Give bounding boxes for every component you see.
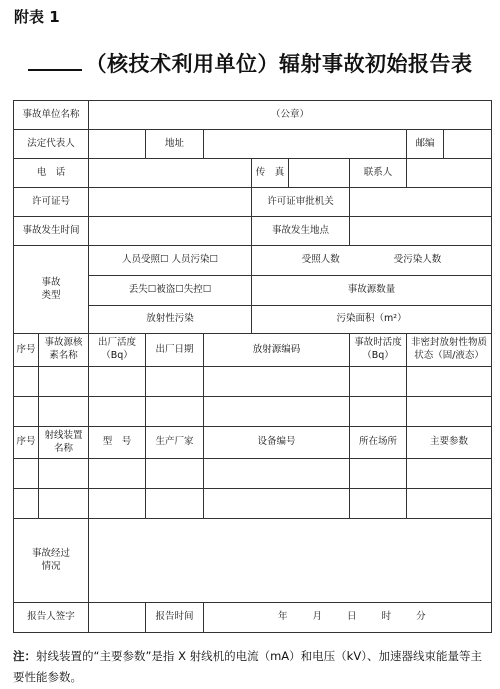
table-cell[interactable] [204, 397, 350, 427]
postcode-field[interactable] [444, 130, 492, 159]
contact-field[interactable] [407, 159, 492, 188]
device-col-device-no: 设备编号 [204, 427, 350, 459]
row-accident-time [14, 217, 492, 246]
source-col-nuclide: 事故源核素名称 [39, 334, 89, 367]
table-cell[interactable] [407, 397, 492, 427]
contact-label: 联系人 [350, 159, 407, 188]
table-cell[interactable] [407, 367, 492, 397]
table-cell[interactable] [89, 367, 146, 397]
legal-rep-field[interactable] [89, 130, 146, 159]
table-cell[interactable] [89, 489, 146, 519]
table-cell[interactable] [204, 367, 350, 397]
row-accident-process [14, 519, 492, 603]
row-type-personnel [14, 246, 492, 276]
report-time-field[interactable] [204, 603, 492, 633]
footnote-label: 注： [13, 649, 36, 663]
source-col-accident-activity: 事故时活度（Bq） [350, 334, 407, 367]
source-count-label: 事故源数量 [252, 276, 492, 306]
row-legal-rep [14, 130, 492, 159]
type-personnel-options[interactable]: 人员受照☐ 人员污染☐ [89, 246, 252, 276]
accident-process-label: 事故经过 情况 [14, 519, 89, 603]
table-cell[interactable] [14, 489, 39, 519]
table-cell[interactable] [146, 397, 204, 427]
unit-name-field[interactable] [89, 101, 492, 130]
table-cell[interactable] [204, 459, 350, 489]
title-blank-line[interactable] [28, 51, 82, 71]
license-authority-field[interactable] [350, 188, 492, 217]
address-label: 地址 [146, 130, 204, 159]
table-cell[interactable] [14, 459, 39, 489]
title-text: （核技术利用单位）辐射事故初始报告表 [85, 52, 473, 76]
table-cell[interactable] [350, 489, 407, 519]
device-col-manufacturer: 生产厂家 [146, 427, 204, 459]
phone-label: 电 话 [14, 159, 89, 188]
device-col-main-params: 主要参数 [407, 427, 492, 459]
page-title [0, 48, 500, 78]
license-no-label: 许可证号 [14, 188, 89, 217]
accident-process-field[interactable] [89, 519, 492, 603]
exposed-counts[interactable] [252, 246, 492, 276]
table-cell[interactable] [146, 367, 204, 397]
legal-rep-label: 法定代表人 [14, 130, 89, 159]
table-cell[interactable] [204, 489, 350, 519]
reporter-signature-field[interactable] [89, 603, 146, 633]
table-cell[interactable] [14, 397, 39, 427]
date-unit-hour: 时 [381, 611, 392, 623]
appendix-label: 附表 1 [14, 8, 60, 26]
postcode-label: 邮编 [407, 130, 444, 159]
table-cell[interactable] [39, 459, 89, 489]
table-cell[interactable] [407, 489, 492, 519]
type-contamination-label[interactable]: 放射性污染 [89, 306, 252, 334]
device-col-model: 型 号 [89, 427, 146, 459]
accident-place-label: 事故发生地点 [252, 217, 350, 246]
table-cell[interactable] [350, 459, 407, 489]
table-cell[interactable] [39, 397, 89, 427]
contamination-area-label: 污染面积（m²） [252, 306, 492, 334]
seal-label: （公章） [271, 108, 310, 120]
accident-report-form [13, 100, 492, 633]
table-cell[interactable] [350, 397, 407, 427]
address-field[interactable] [204, 130, 407, 159]
fax-label: 传 真 [252, 159, 289, 188]
exposed-count-label: 受照人数 [301, 254, 340, 266]
device-table-header [14, 427, 492, 459]
row-license [14, 188, 492, 217]
table-cell[interactable] [89, 397, 146, 427]
phone-field[interactable] [89, 159, 252, 188]
contaminated-count-label: 受污染人数 [393, 254, 442, 266]
row-phone [14, 159, 492, 188]
source-table-row [14, 397, 492, 427]
report-time-label: 报告时间 [146, 603, 204, 633]
unit-name-label: 事故单位名称 [14, 101, 89, 130]
table-cell[interactable] [14, 367, 39, 397]
date-unit-year: 年 [278, 611, 288, 623]
table-cell[interactable] [89, 459, 146, 489]
source-col-material-state: 非密封放射性物质状态（固/液态） [407, 334, 492, 367]
table-cell[interactable] [39, 367, 89, 397]
source-col-index: 序号 [14, 334, 39, 367]
row-reporter [14, 603, 492, 633]
device-col-location: 所在场所 [350, 427, 407, 459]
source-table-header [14, 334, 492, 367]
device-table-row [14, 489, 492, 519]
device-table-row [14, 459, 492, 489]
date-unit-day: 日 [347, 611, 357, 623]
accident-place-field[interactable] [350, 217, 492, 246]
license-authority-label: 许可证审批机关 [252, 188, 350, 217]
accident-time-field[interactable] [89, 217, 252, 246]
footnote [13, 646, 491, 689]
source-table-row [14, 367, 492, 397]
source-col-factory-activity: 出厂活度（Bq） [89, 334, 146, 367]
reporter-signature-label: 报告人签字 [14, 603, 89, 633]
date-unit-month: 月 [312, 611, 323, 623]
source-col-factory-date: 出厂日期 [146, 334, 204, 367]
table-cell[interactable] [146, 489, 204, 519]
table-cell[interactable] [39, 489, 89, 519]
type-loss-options[interactable]: 丢失☐被盗☐失控☐ [89, 276, 252, 306]
source-col-source-code: 放射源编码 [204, 334, 350, 367]
table-cell[interactable] [350, 367, 407, 397]
row-unit-name [14, 101, 492, 130]
accident-type-label: 事故 类型 [14, 246, 89, 334]
table-cell[interactable] [407, 459, 492, 489]
accident-time-label: 事故发生时间 [14, 217, 89, 246]
fax-field[interactable] [289, 159, 350, 188]
device-col-index: 序号 [14, 427, 39, 459]
date-unit-minute: 分 [416, 611, 426, 623]
table-cell[interactable] [146, 459, 204, 489]
footnote-text: 射线装置的“主要参数”是指 X 射线机的电流（mA）和电压（kV）、加速器线束能量等主要性能参数。 [13, 649, 482, 685]
license-no-field[interactable] [89, 188, 252, 217]
device-col-device-name: 射线装置名称 [39, 427, 89, 459]
